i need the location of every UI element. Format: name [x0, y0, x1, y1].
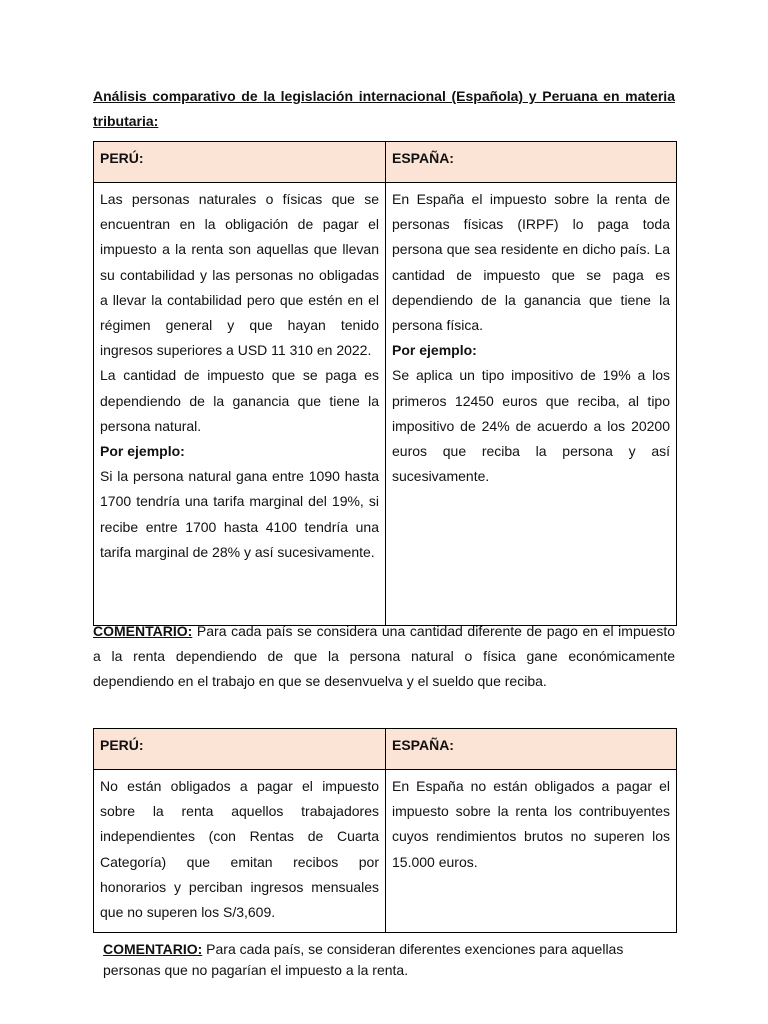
comment-2 — [103, 939, 673, 981]
espana-exemption-text: En España no están obligados a pagar el impuesto sobre la renta los contribuyentes cuyos rendimientos brutos no superen los 15.000 euros. — [392, 778, 670, 870]
table-header-row — [94, 729, 677, 770]
cell-peru — [94, 183, 386, 626]
comment-1 — [93, 619, 675, 694]
comparison-table-2 — [93, 728, 677, 933]
cell-espana — [386, 770, 677, 933]
espana-example-label: Por ejemplo: — [392, 342, 477, 359]
peru-exemption-text: No están obligados a pagar el impuesto sobre la renta aquellos trabajadores independientes (con Rentas de Cuarta Categoría) que emitan recibos por honorarios y perciban ingresos mensuales que no superen los S/3,609. — [100, 778, 379, 921]
header-peru: PERÚ: — [94, 729, 386, 770]
comment-1-text: Para cada país se considera una cantidad diferente de pago en el impuesto a la renta dependiendo de que la persona natural o física gane económicamente dependiendo en el trabajo en que se desenvuelva y el sueldo que reciba. — [93, 623, 675, 689]
document-title: Análisis comparativo de la legislación internacional (Española) y Peruana en materia tributaria: — [93, 88, 675, 129]
comparison-table-1 — [93, 141, 677, 626]
peru-example-label: Por ejemplo: — [100, 443, 185, 460]
cell-espana — [386, 183, 677, 626]
peru-paragraph-1: Las personas naturales o físicas que se encuentran en la obligación de pagar el impuesto a la renta son aquellas que llevan su contabilidad y las personas no obligadas a llevar la contabilidad pero que estén en el régimen general y que hayan tenido ingresos superiores a USD 11 310 en 2022. — [100, 191, 379, 359]
table-body-row — [94, 183, 677, 626]
comment-2-label: COMENTARIO: — [103, 941, 203, 957]
espana-paragraph-1: En España el impuesto sobre la renta de personas físicas (IRPF) lo paga toda persona que sea residente en dicho país. La cantidad de impuesto que se paga es dependiendo de la ganancia que tiene la persona física. — [392, 191, 670, 334]
table-header-row — [94, 142, 677, 183]
espana-example-text: Se aplica un tipo impositivo de 19% a los primeros 12450 euros que reciba, al tipo impositivo de 24% de acuerdo a los 20200 euros que reciba la persona y así sucesivamente. — [392, 367, 670, 485]
peru-paragraph-2: La cantidad de impuesto que se paga es dependiendo de la ganancia que tiene la persona natural. — [100, 367, 379, 434]
header-peru: PERÚ: — [94, 142, 386, 183]
header-espana: ESPAÑA: — [386, 142, 677, 183]
comment-2-text: Para cada país, se consideran diferentes exenciones para aquellas personas que no pagarían el impuesto a la renta. — [103, 941, 624, 978]
comment-1-label: COMENTARIO: — [93, 623, 193, 639]
cell-peru — [94, 770, 386, 933]
header-espana: ESPAÑA: — [386, 729, 677, 770]
table-body-row — [94, 770, 677, 933]
peru-example-text: Si la persona natural gana entre 1090 hasta 1700 tendría una tarifa marginal del 19%, si recibe entre 1700 hasta 4100 tendría una tarifa marginal de 28% y así sucesivamente. — [100, 468, 379, 560]
